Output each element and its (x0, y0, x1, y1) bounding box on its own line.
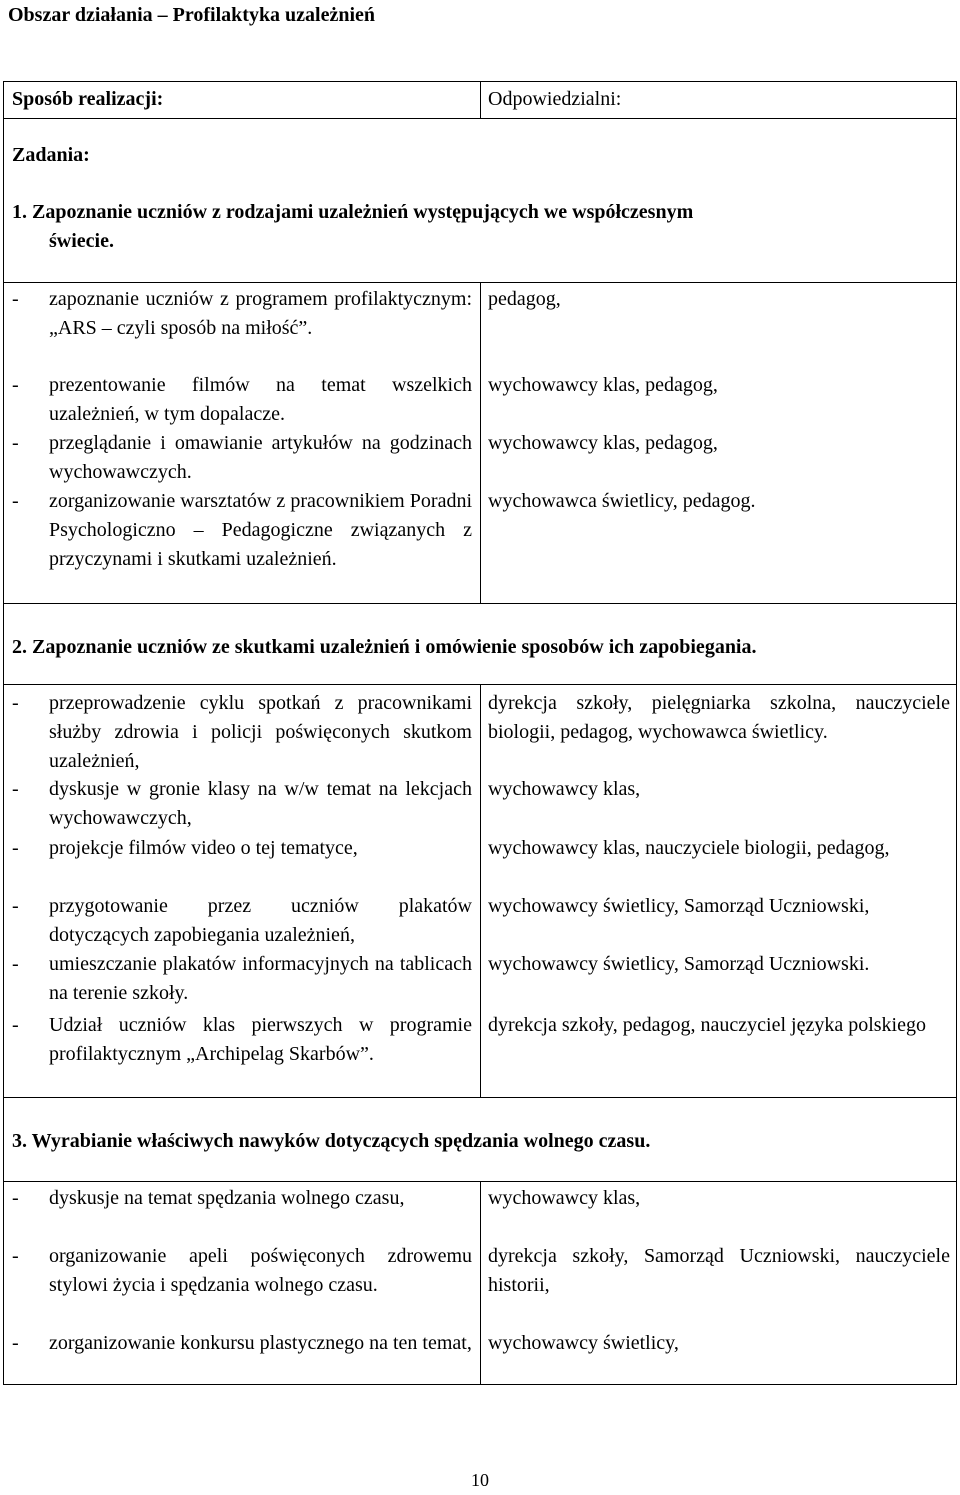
section1-bottom-border (3, 603, 957, 604)
dash-marker: - (12, 692, 19, 714)
dash-marker: - (12, 778, 19, 800)
dash-marker: - (12, 432, 19, 454)
responsible-text: wychowawcy klas, (488, 778, 641, 800)
responsible-text: wychowawcy świetlicy, Samorząd Uczniowski. (488, 953, 870, 975)
responsible-text: wychowawcy klas, pedagog, (488, 432, 718, 454)
dash-marker: - (12, 1245, 19, 1267)
responsible-text: pedagog, (488, 288, 561, 310)
section2-bottom-border (3, 1097, 957, 1098)
list-item (12, 775, 472, 833)
section-2-title: 2. Zapoznanie uczniów ze skutkami uzależnień i omówienie sposobów ich zapobiegania. (12, 636, 757, 658)
dash-marker: - (12, 953, 19, 975)
page-number: 10 (471, 1470, 489, 1490)
task-text: organizowanie apeli poświęconych zdrowemu stylowi życia i spędzania wolnego czasu. (49, 1245, 472, 1296)
list-item (12, 429, 472, 487)
list-item (12, 487, 472, 574)
task-text: prezentowanie filmów na temat wszelkich uzależnień, w tym dopalacze. (49, 374, 472, 425)
list-item (12, 834, 472, 863)
column-header-method: Sposób realizacji: (12, 88, 164, 110)
section-1-title-cont: świecie. (49, 230, 114, 252)
tasks-label: Zadania: (12, 144, 90, 166)
dash-marker: - (12, 1014, 19, 1036)
list-item (12, 689, 472, 776)
section2-top-border (3, 684, 957, 685)
responsible-text: wychowawcy klas, nauczyciele biologii, pedagog, (488, 837, 890, 859)
header-column-divider (480, 81, 481, 118)
header-divider (3, 118, 957, 119)
list-item (12, 1242, 472, 1300)
dash-marker: - (12, 1332, 19, 1354)
task-text: przygotowanie przez uczniów plakatów dotyczących zapobiegania uzależnień, (49, 895, 472, 946)
list-item (12, 285, 472, 343)
task-text: Udział uczniów klas pierwszych w programie profilaktycznym „Archipelag Skarbów”. (49, 1014, 472, 1065)
document-title: Obszar działania – Profilaktyka uzależnień (8, 4, 376, 26)
section1-column-divider (480, 282, 481, 603)
list-item (12, 1184, 472, 1213)
section2-column-divider (480, 684, 481, 1097)
responsible-text: wychowawcy klas, pedagog, (488, 374, 718, 396)
task-text: dyskusje w gronie klasy na w/w temat na lekcjach wychowawczych, (49, 778, 472, 829)
list-item (12, 1011, 472, 1069)
task-text: projekcje filmów video o tej tematyce, (49, 837, 358, 859)
list-item (12, 892, 472, 950)
column-header-responsible: Odpowiedzialni: (488, 88, 622, 110)
task-text: przeglądanie i omawianie artykułów na godzinach wychowawczych. (49, 432, 472, 483)
responsible-text: dyrekcja szkoły, Samorząd Uczniowski, nauczyciele historii, (488, 1245, 950, 1296)
responsible-text: wychowawcy klas, (488, 1187, 641, 1209)
section3-top-border (3, 1181, 957, 1182)
responsible-text: wychowawcy świetlicy, (488, 1332, 679, 1354)
dash-marker: - (12, 490, 19, 512)
dash-marker: - (12, 837, 19, 859)
task-text: przeprowadzenie cyklu spotkań z pracownikami służby zdrowia i policji poświęconych skutkom uzależnień, (49, 692, 472, 772)
list-item (12, 1329, 472, 1358)
responsible-text: wychowawcy świetlicy, Samorząd Uczniowski, (488, 895, 870, 917)
task-text: umieszczanie plakatów informacyjnych na tablicach na terenie szkoły. (49, 953, 472, 1004)
responsible-text: dyrekcja szkoły, pedagog, nauczyciel języka polskiego (488, 1014, 926, 1036)
responsible-text: dyrekcja szkoły, pielęgniarka szkolna, nauczyciele biologii, pedagog, wychowawca świetlicy. (488, 692, 950, 743)
dash-marker: - (12, 1187, 19, 1209)
list-item (12, 950, 472, 1008)
list-item (12, 371, 472, 429)
dash-marker: - (12, 895, 19, 917)
dash-marker: - (12, 288, 19, 310)
task-text: dyskusje na temat spędzania wolnego czasu, (49, 1187, 405, 1209)
section-3-title: 3. Wyrabianie właściwych nawyków dotyczących spędzania wolnego czasu. (12, 1130, 651, 1152)
responsible-text: wychowawca świetlicy, pedagog. (488, 490, 756, 512)
task-text: zorganizowanie konkursu plastycznego na ten temat, (49, 1332, 472, 1354)
task-text: zapoznanie uczniów z programem profilaktycznym: „ARS – czyli sposób na miłość”. (49, 288, 472, 339)
dash-marker: - (12, 374, 19, 396)
section3-column-divider (480, 1181, 481, 1385)
task-text: zorganizowanie warsztatów z pracownikiem Poradni Psychologiczno – Pedagogiczne związanych z przyczynami i skutkami uzależnień. (49, 490, 472, 570)
section-1-title: 1. Zapoznanie uczniów z rodzajami uzależnień występujących we współczesnym (12, 201, 694, 223)
section1-top-border (3, 282, 957, 283)
